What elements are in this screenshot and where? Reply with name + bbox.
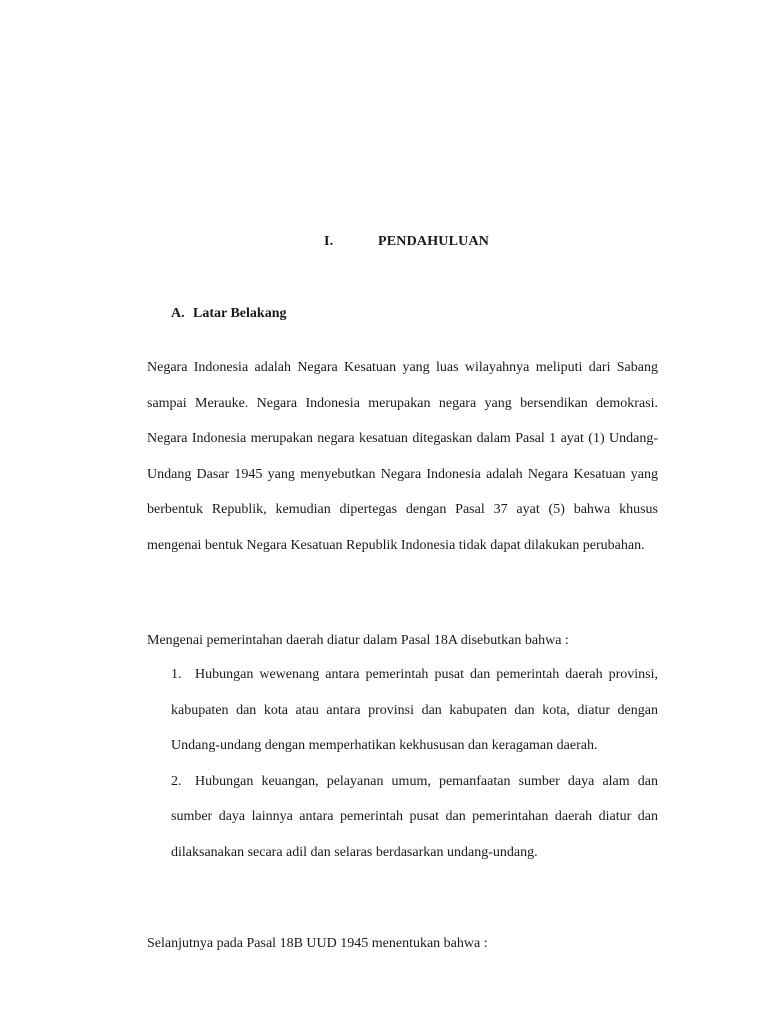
list-marker: 2. (171, 773, 182, 789)
numbered-list (171, 657, 658, 870)
section-heading (171, 306, 286, 322)
chapter-number: I. (324, 234, 334, 249)
chapter-title: PENDAHULUAN (378, 234, 490, 249)
paragraph-pasal-18b: Selanjutnya pada Pasal 18B UUD 1945 menentukan bahwa : (147, 936, 488, 951)
list-marker: 1. (171, 667, 182, 682)
paragraph-pasal-18a: Mengenai pemerintahan daerah diatur dalam Pasal 18A disebutkan bahwa : (147, 633, 569, 648)
paragraph-intro: Negara Indonesia adalah Negara Kesatuan yang luas wilayahnya meliputi dari Sabang sampai Merauke. Negara Indonesia merupakan negara yang bersendikan demokrasi. Negara Indonesia merupakan negara kesatuan ditegaskan dalam Pasal 1 ayat (1) Undang-Undang Dasar 1945 yang menyebutkan Negara Indonesia adalah Negara Kesatuan yang berbentuk Republik, kemudian dipertegas dengan Pasal 37 ayat (5) bahwa khusus mengenai bentuk Negara Kesatuan Republik Indonesia tidak dapat dilakukan perubahan. (147, 360, 658, 553)
list-item (171, 764, 658, 871)
list-item-text: Hubungan wewenang antara pemerintah pusat dan pemerintah daerah provinsi, kabupaten dan kota atau antara provinsi dan kabupaten dan kota, diatur dengan Undang-undang dengan memperhatikan kekhususan dan keragaman daerah. (171, 667, 658, 753)
section-title: Latar Belakang (193, 306, 287, 321)
chapter-heading (324, 234, 489, 250)
list-item-text: Hubungan keuangan, pelayanan umum, pemanfaatan sumber daya alam dan sumber daya lainnya antara pemerintah pusat dan pemerintahan daerah diatur dan dilaksanakan secara adil dan selaras berdasarkan undang-undang. (171, 773, 658, 860)
section-letter: A. (171, 306, 185, 321)
list-item (171, 657, 658, 764)
